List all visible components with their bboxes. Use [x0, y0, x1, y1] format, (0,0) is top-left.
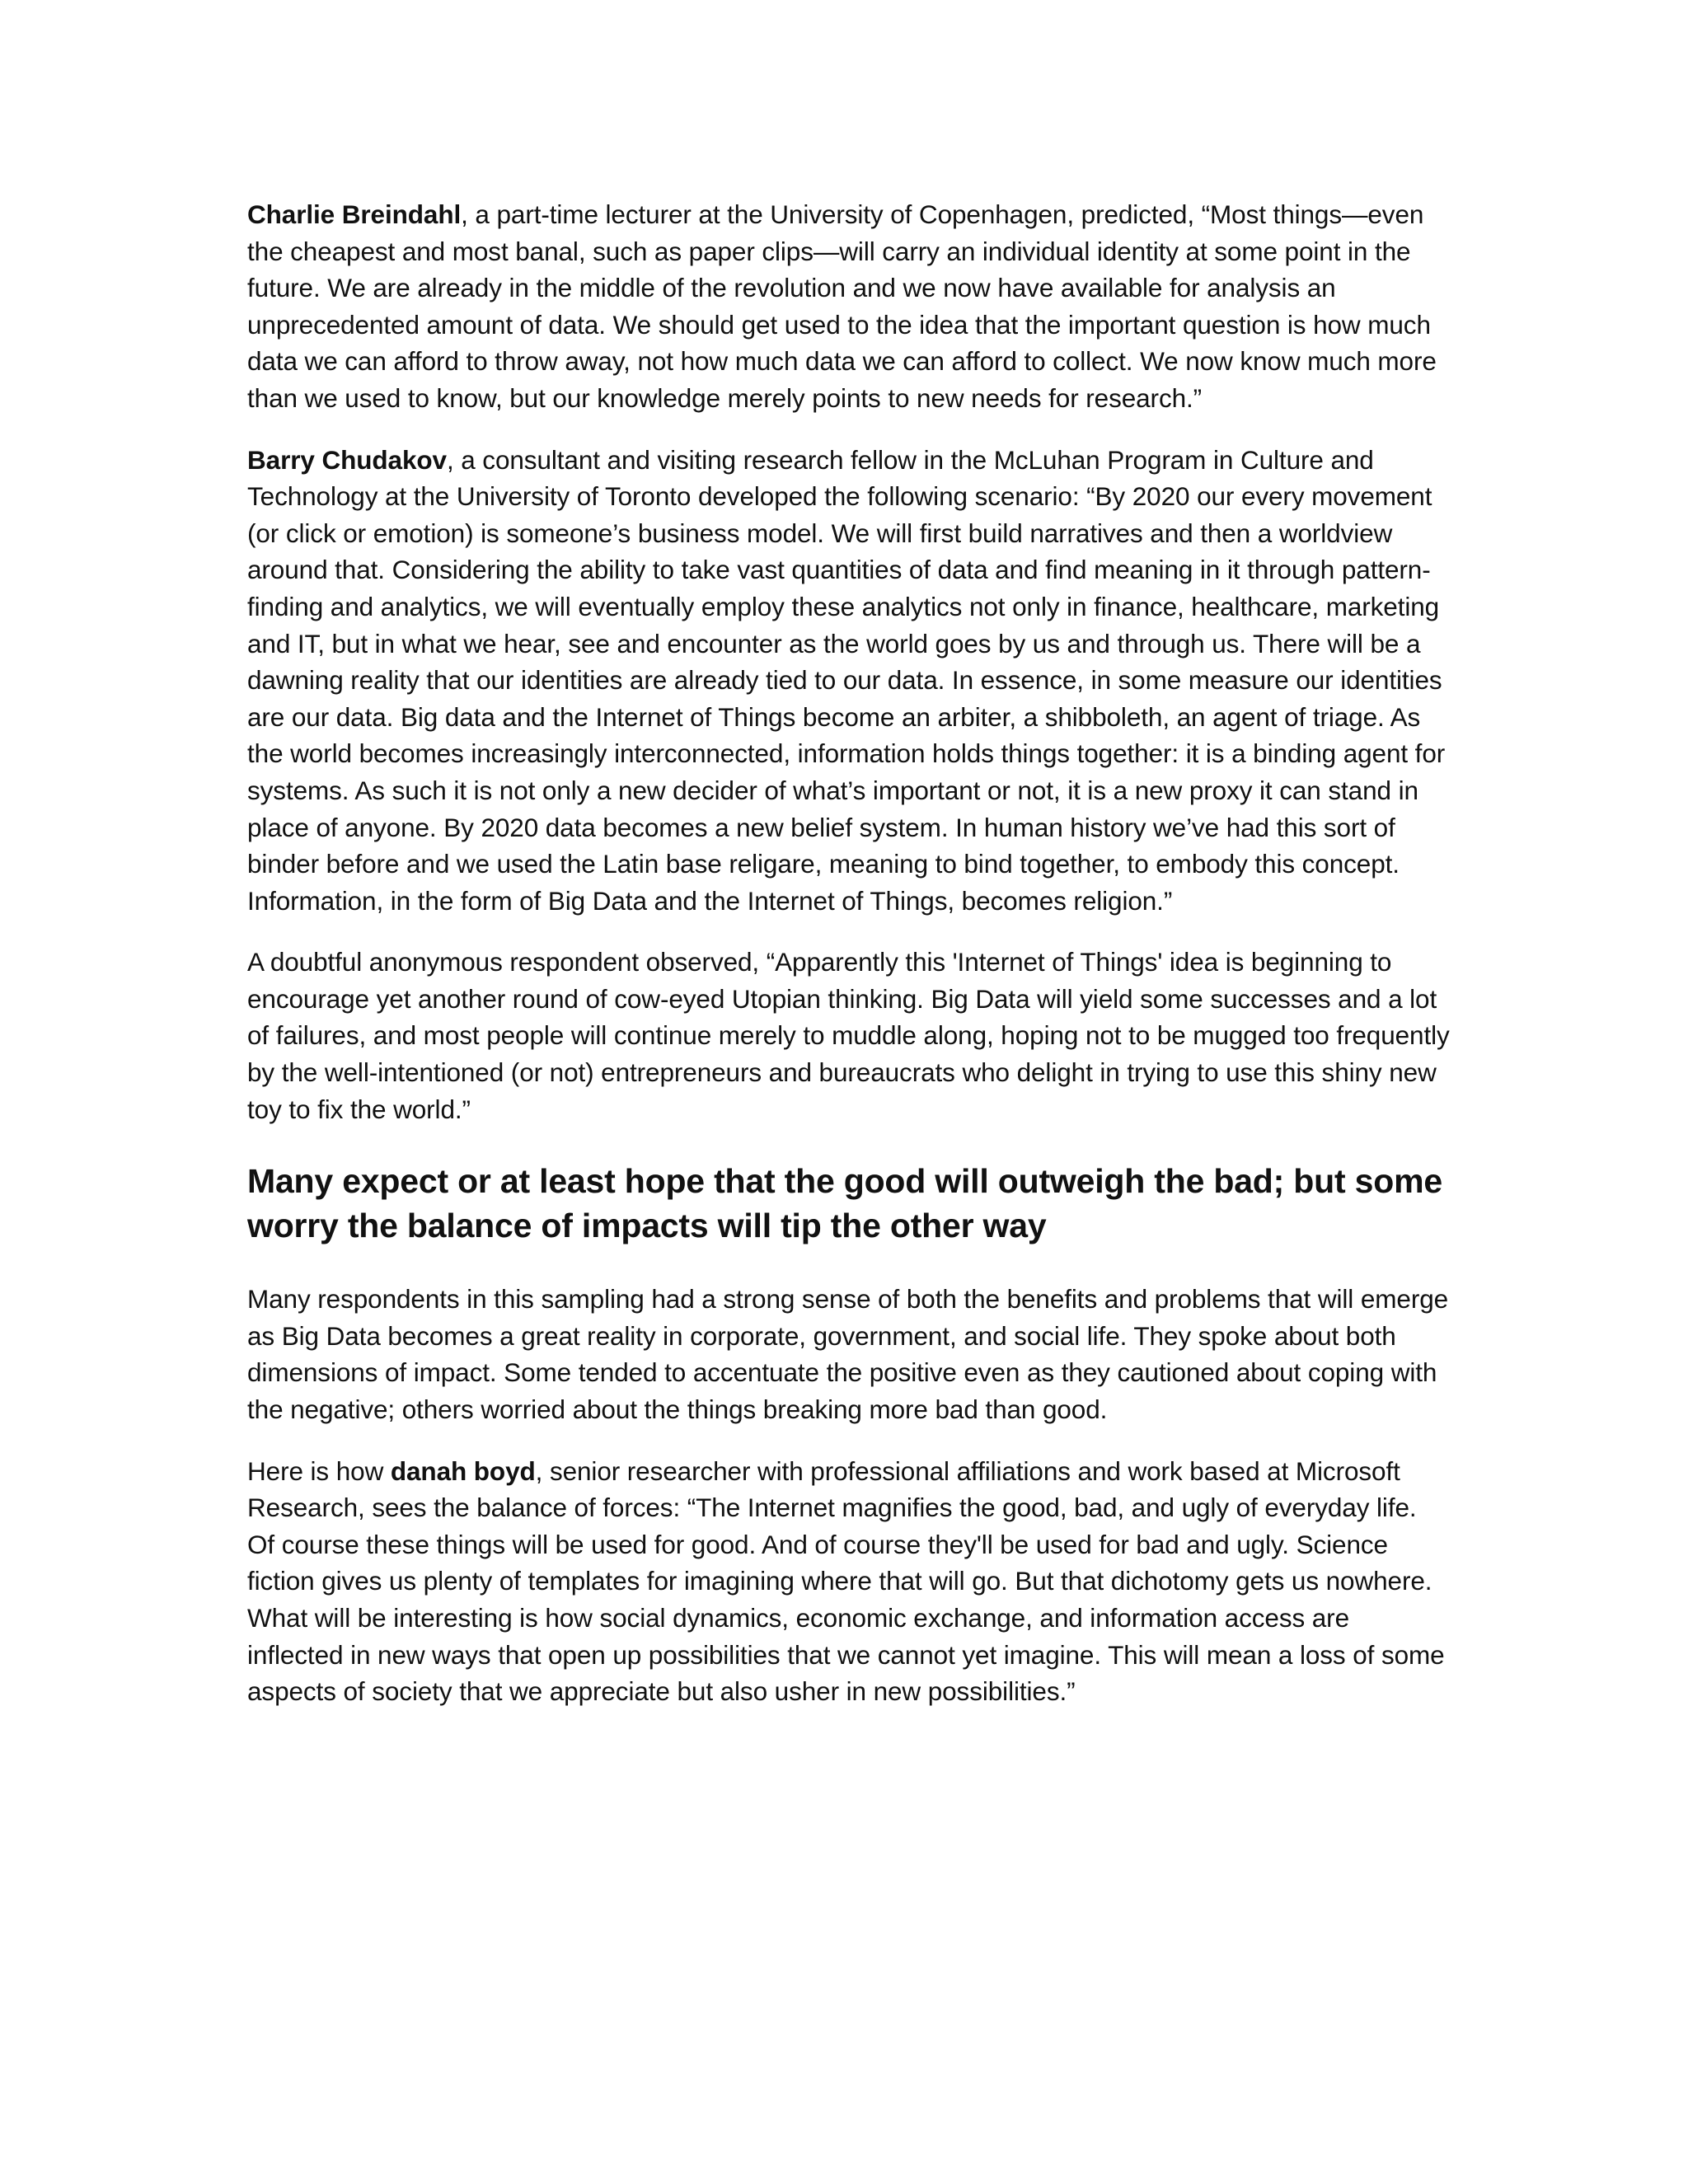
paragraph-text: , a part-time lecturer at the University of Copenhagen, predicted, “Most things—even the cheapest and most banal, such as paper clips—will carry an individual identity at some point in the future. We are already in the middle of the revolution and we now have available for analysis an unprecedented amount of data. We should get used to the idea that the important question is how much data we can afford to throw away, not how much data we can afford to collect. We now know much more than we used to know, but our knowledge merely points to new needs for research.” [247, 199, 1437, 413]
paragraph-chudakov [247, 442, 1451, 920]
document-page [247, 196, 1451, 1735]
respondent-name: Charlie Breindahl [247, 199, 462, 229]
paragraph-text: Many respondents in this sampling had a strong sense of both the benefits and problems that will emerge as Big Data becomes a great reality in corporate, government, and social life. They spoke about both dimensions of impact. Some tended to accentuate the positive even as they cautioned about coping with the negative; others worried about the things breaking more bad than good. [247, 1284, 1449, 1425]
paragraph-boyd [247, 1453, 1451, 1710]
paragraph-anonymous [247, 944, 1451, 1127]
paragraph-prefix: Here is how [247, 1455, 391, 1486]
paragraph-text: , senior researcher with professional affiliations and work based at Microsoft Research, sees the balance of forces: “The Internet magnifies the good, bad, and ugly of everyday life. Of course these things will be used for good. And of course they'll be used for bad and ugly. Science fiction gives us plenty of templates for imagining where that will go. But that dichotomy gets us nowhere. What will be interesting is how social dynamics, economic exchange, and information access are inflected in new ways that open up possibilities that we cannot yet imagine. This will mean a loss of some aspects of society that we appreciate but also usher in new possibilities.” [247, 1455, 1445, 1707]
paragraph-breindahl [247, 196, 1451, 417]
respondent-name: danah boyd [390, 1455, 536, 1486]
paragraph-text: , a consultant and visiting research fellow in the McLuhan Program in Culture and Technology at the University of Toronto developed the following scenario: “By 2020 our every movement (or click or emotion) is someone’s business model. We will first build narratives and then a worldview around that. Considering the ability to take vast quantities of data and find meaning in it through pattern-finding and analytics, we will eventually employ these analytics not only in finance, healthcare, marketing and IT, but in what we hear, see and encounter as the world goes by us and through us. There will be a dawning reality that our identities are already tied to our data. In essence, in some measure our identities are our data. Big data and the Internet of Things become an arbiter, a shibboleth, an agent of triage. As the world becomes increasingly interconnected, information holds things together: it is a binding agent for systems. As such it is not only a new decider of what’s important or not, it is a new proxy it can stand in place of anyone. By 2020 data becomes a new belief system. In human history we’ve had this sort of binder before and we used the Latin base religare, meaning to bind together, to embody this concept. Information, in the form of Big Data and the Internet of Things, becomes religion.” [247, 444, 1446, 916]
paragraph-text: A doubtful anonymous respondent observed, “Apparently this 'Internet of Things' idea is beginning to encourage yet another round of cow-eyed Utopian thinking. Big Data will yield some successes and a lot of failures, and most people will continue merely to muddle along, hoping not to be mugged too frequently by the well-intentioned (or not) entrepreneurs and bureaucrats who delight in trying to use this shiny new toy to fix the world.” [247, 947, 1450, 1124]
section-heading: Many expect or at least hope that the good will outweigh the bad; but some worry the balance of impacts will tip the other way [247, 1162, 1442, 1245]
paragraph-respondents [247, 1281, 1451, 1427]
respondent-name: Barry Chudakov [247, 444, 447, 475]
